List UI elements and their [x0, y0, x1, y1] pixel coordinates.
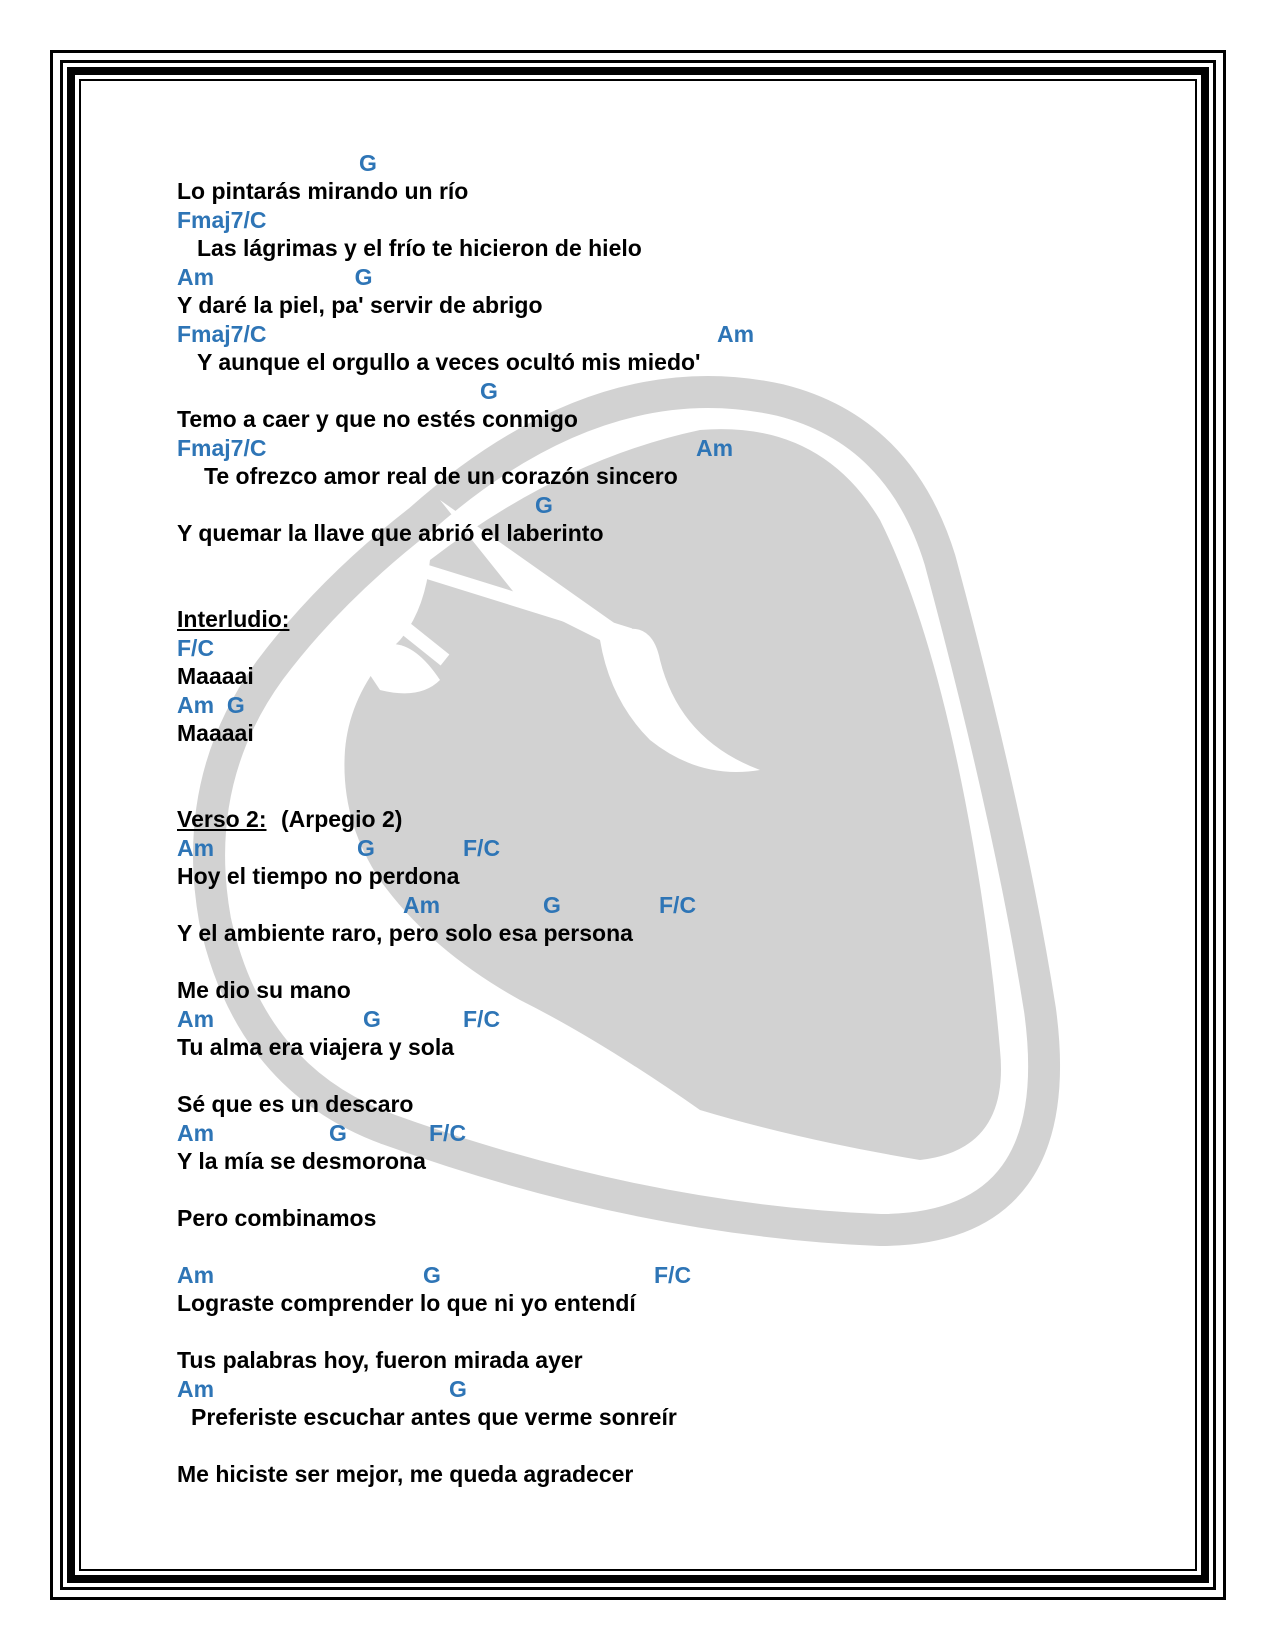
- chord-line: G: [329, 1120, 347, 1146]
- chord-line: G: [543, 892, 561, 918]
- chord-line: F/C: [463, 1006, 501, 1032]
- chord-line: F/C: [429, 1120, 467, 1146]
- lyric-line: Y la mía se desmorona: [177, 1148, 426, 1174]
- section-heading: Verso 2:: [177, 806, 267, 832]
- chord-line: Am: [177, 835, 215, 861]
- chord-line: Am: [403, 892, 441, 918]
- chord-line: Am: [177, 1006, 215, 1032]
- chord-line: Am: [696, 435, 734, 461]
- lyric-line: Temo a caer y que no estés conmigo: [177, 406, 578, 432]
- chord-line: G: [480, 378, 498, 404]
- lyric-line: Te ofrezco amor real de un corazón sincero: [204, 463, 678, 489]
- chord-line: Am: [177, 1120, 215, 1146]
- lyric-line: Y el ambiente raro, pero solo esa persona: [177, 920, 633, 946]
- chord-line: Fmaj7/C: [177, 435, 267, 461]
- chord-line: G: [359, 150, 377, 176]
- chord-line: F/C: [463, 835, 501, 861]
- chord-line: Am G: [177, 264, 373, 290]
- chord-line: G: [449, 1376, 467, 1402]
- chord-line: Am: [177, 1262, 215, 1288]
- lyric-line: Y daré la piel, pa' servir de abrigo: [177, 292, 543, 318]
- lyric-line: Lograste comprender lo que ni yo entendí: [177, 1290, 636, 1316]
- chord-line: Am: [717, 321, 755, 347]
- chord-line: Am G: [177, 692, 245, 718]
- lyric-line: Y aunque el orgullo a veces ocultó mis miedo': [197, 349, 701, 375]
- chord-line: G: [535, 492, 553, 518]
- chord-line: F/C: [659, 892, 697, 918]
- lyric-line: Tu alma era viajera y sola: [177, 1034, 455, 1060]
- chord-line: Fmaj7/C: [177, 207, 267, 233]
- lyric-line: Sé que es un descaro: [177, 1091, 414, 1117]
- chord-line: G: [357, 835, 375, 861]
- section-heading: Interludio:: [177, 606, 290, 632]
- chord-line: F/C: [177, 635, 215, 661]
- lyric-line: Me dio su mano: [177, 977, 351, 1003]
- chord-line: Am: [177, 1376, 215, 1402]
- chord-line: F/C: [654, 1262, 692, 1288]
- chord-line: Fmaj7/C: [177, 321, 267, 347]
- chord-line: G: [363, 1006, 381, 1032]
- lyric-line: Lo pintarás mirando un río: [177, 178, 469, 204]
- lyric-line: (Arpegio 2): [281, 806, 403, 832]
- lyric-line: Me hiciste ser mejor, me queda agradecer: [177, 1461, 634, 1487]
- chord-line: G: [423, 1262, 441, 1288]
- lyric-line: Pero combinamos: [177, 1205, 377, 1231]
- lyric-line: Tus palabras hoy, fueron mirada ayer: [177, 1347, 583, 1373]
- lyric-line: Y quemar la llave que abrió el laberinto: [177, 520, 604, 546]
- lyric-line: Maaaai: [177, 663, 254, 689]
- lyric-line: Preferiste escuchar antes que verme sonreír: [191, 1404, 677, 1430]
- lyric-line: Maaaai: [177, 720, 254, 746]
- lyric-line: Las lágrimas y el frío te hicieron de hielo: [197, 235, 642, 261]
- lyric-line: Hoy el tiempo no perdona: [177, 863, 460, 889]
